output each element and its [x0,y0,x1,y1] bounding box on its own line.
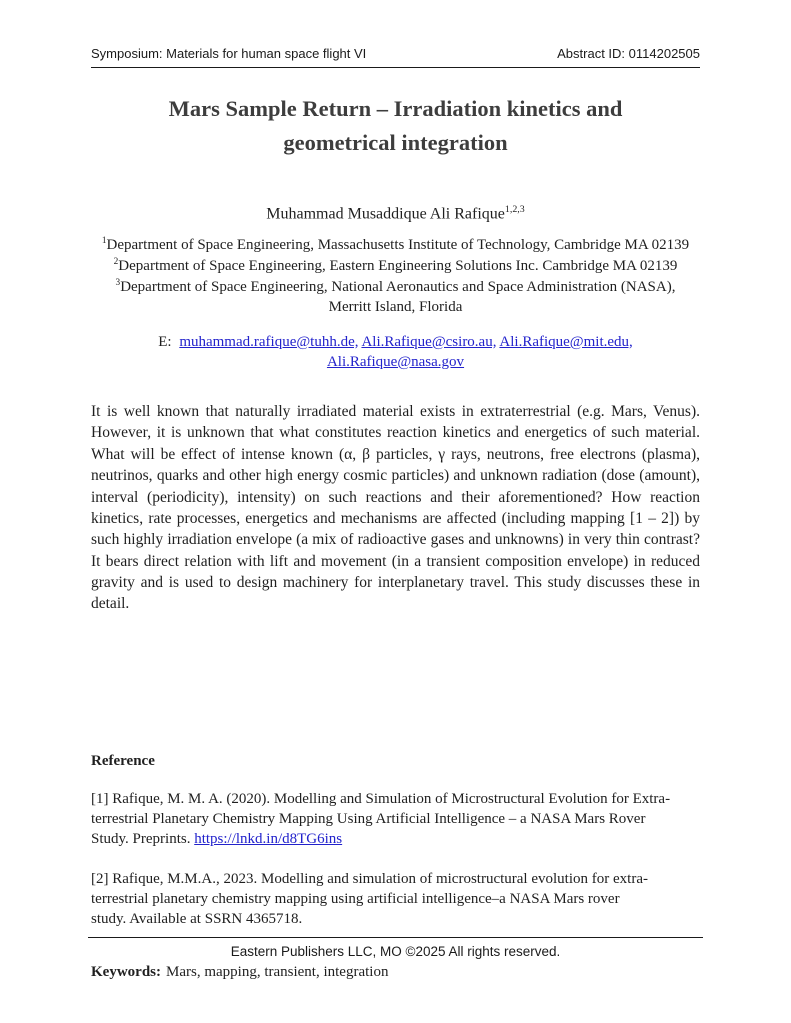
author-line [91,204,700,223]
reference-item-2 [91,869,700,930]
affiliation-line [91,256,700,277]
email-link-csiro[interactable]: Ali.Rafique@csiro.au, [361,333,497,350]
keywords-text: Mars, mapping, transient, integration [166,964,389,981]
footer-copyright: Eastern Publishers LLC, MO ©2025 All rights reserved. [230,944,561,959]
page-footer [88,937,703,959]
contact-line-1 [91,332,700,352]
keywords-label: Keywords: [91,964,161,981]
reference-1-url-link[interactable]: https://lnkd.in/d8TG6ins [194,831,343,848]
affiliation-text: Department of Space Engineering, Massachusetts Institute of Technology, Cambridge MA 02139 [106,236,690,253]
affiliation-sup: 3 [115,277,121,288]
affiliations-block [91,235,700,318]
affiliation-text: Department of Space Engineering, National Aeronautics and Space Administration (NASA), [120,278,676,295]
reference-2-line-1: [2] Rafique, M.M.A., 2023. Modelling and simulation of microstructural evolution for extra- [91,870,648,887]
affiliation-line [91,235,700,256]
reference-2-line-2: terrestrial planetary chemistry mapping using artificial intelligence–a NASA Mars rover [91,890,620,907]
reference-1-line-2: terrestrial Planetary Chemistry Mapping Using Artificial Intelligence – a NASA Mars Rover [91,811,646,828]
contact-line-2 [91,352,700,372]
reference-1-line-1: [1] Rafique, M. M. A. (2020). Modelling and Simulation of Microstructural Evolution for Extra- [91,790,671,807]
reference-heading: Reference [91,752,155,769]
keywords-line [91,964,700,981]
affiliation-text: Department of Space Engineering, Eastern Engineering Solutions Inc. Cambridge MA 02139 [118,257,678,274]
affiliation-text: Merritt Island, Florida [328,298,463,315]
reference-item-1 [91,789,700,850]
email-prefix: E: [158,333,172,350]
contact-block [91,332,700,373]
running-header [91,0,700,68]
affiliation-line [91,277,700,298]
affiliation-line [91,298,700,318]
reference-2-line-3: study. Available at SSRN 4365718. [91,911,303,928]
page-title [91,92,700,160]
page-content [0,92,791,981]
symposium-label: Symposium: Materials for human space flight VI [91,46,367,61]
email-link-mit[interactable]: Ali.Rafique@mit.edu, [499,333,633,350]
reference-1-line-3-text: Study. Preprints. [91,831,195,848]
affiliation-sup: 2 [113,256,119,267]
title-line-1: Mars Sample Return – Irradiation kinetics and [168,96,623,121]
email-link-nasa[interactable]: Ali.Rafique@nasa.gov [326,353,465,370]
email-link-tuhh[interactable]: muhammad.rafique@tuhh.de, [179,333,359,350]
abstract-text: It is well known that naturally irradiated material exists in extraterrestrial (e.g. Mars, Venus). However, it is unknown that what constitutes reaction kinetics and energetics of such material. What will be effect of intense known (α, β particles, γ rays, neutrons, free electrons (plasma), neutrinos, quarks and other high energy cosmic particles) and unknown radiation (dose (amount), interval (periodicity), intensity) on such reactions and their aforementioned? How reaction kinetics, rate processes, energetics and mechanisms are affected (including mapping [1 – 2]) by such highly irradiation envelope (a mix of radioactive gases and unknowns) in very thin contrast? It bears direct relation with lift and movement (in a transient composition envelope) in reduced gravity and is used to design machinery for interplanetary travel. This study discusses these in detail. [91,403,700,613]
reference-1-line-3 [91,829,700,849]
abstract-id: Abstract ID: 0114202505 [557,46,700,61]
author-affiliation-marks: 1,2,3 [504,203,525,215]
title-line-2: geometrical integration [283,129,508,155]
author-name: Muhammad Musaddique Ali Rafique [266,204,505,222]
affiliation-sup: 1 [101,235,107,246]
